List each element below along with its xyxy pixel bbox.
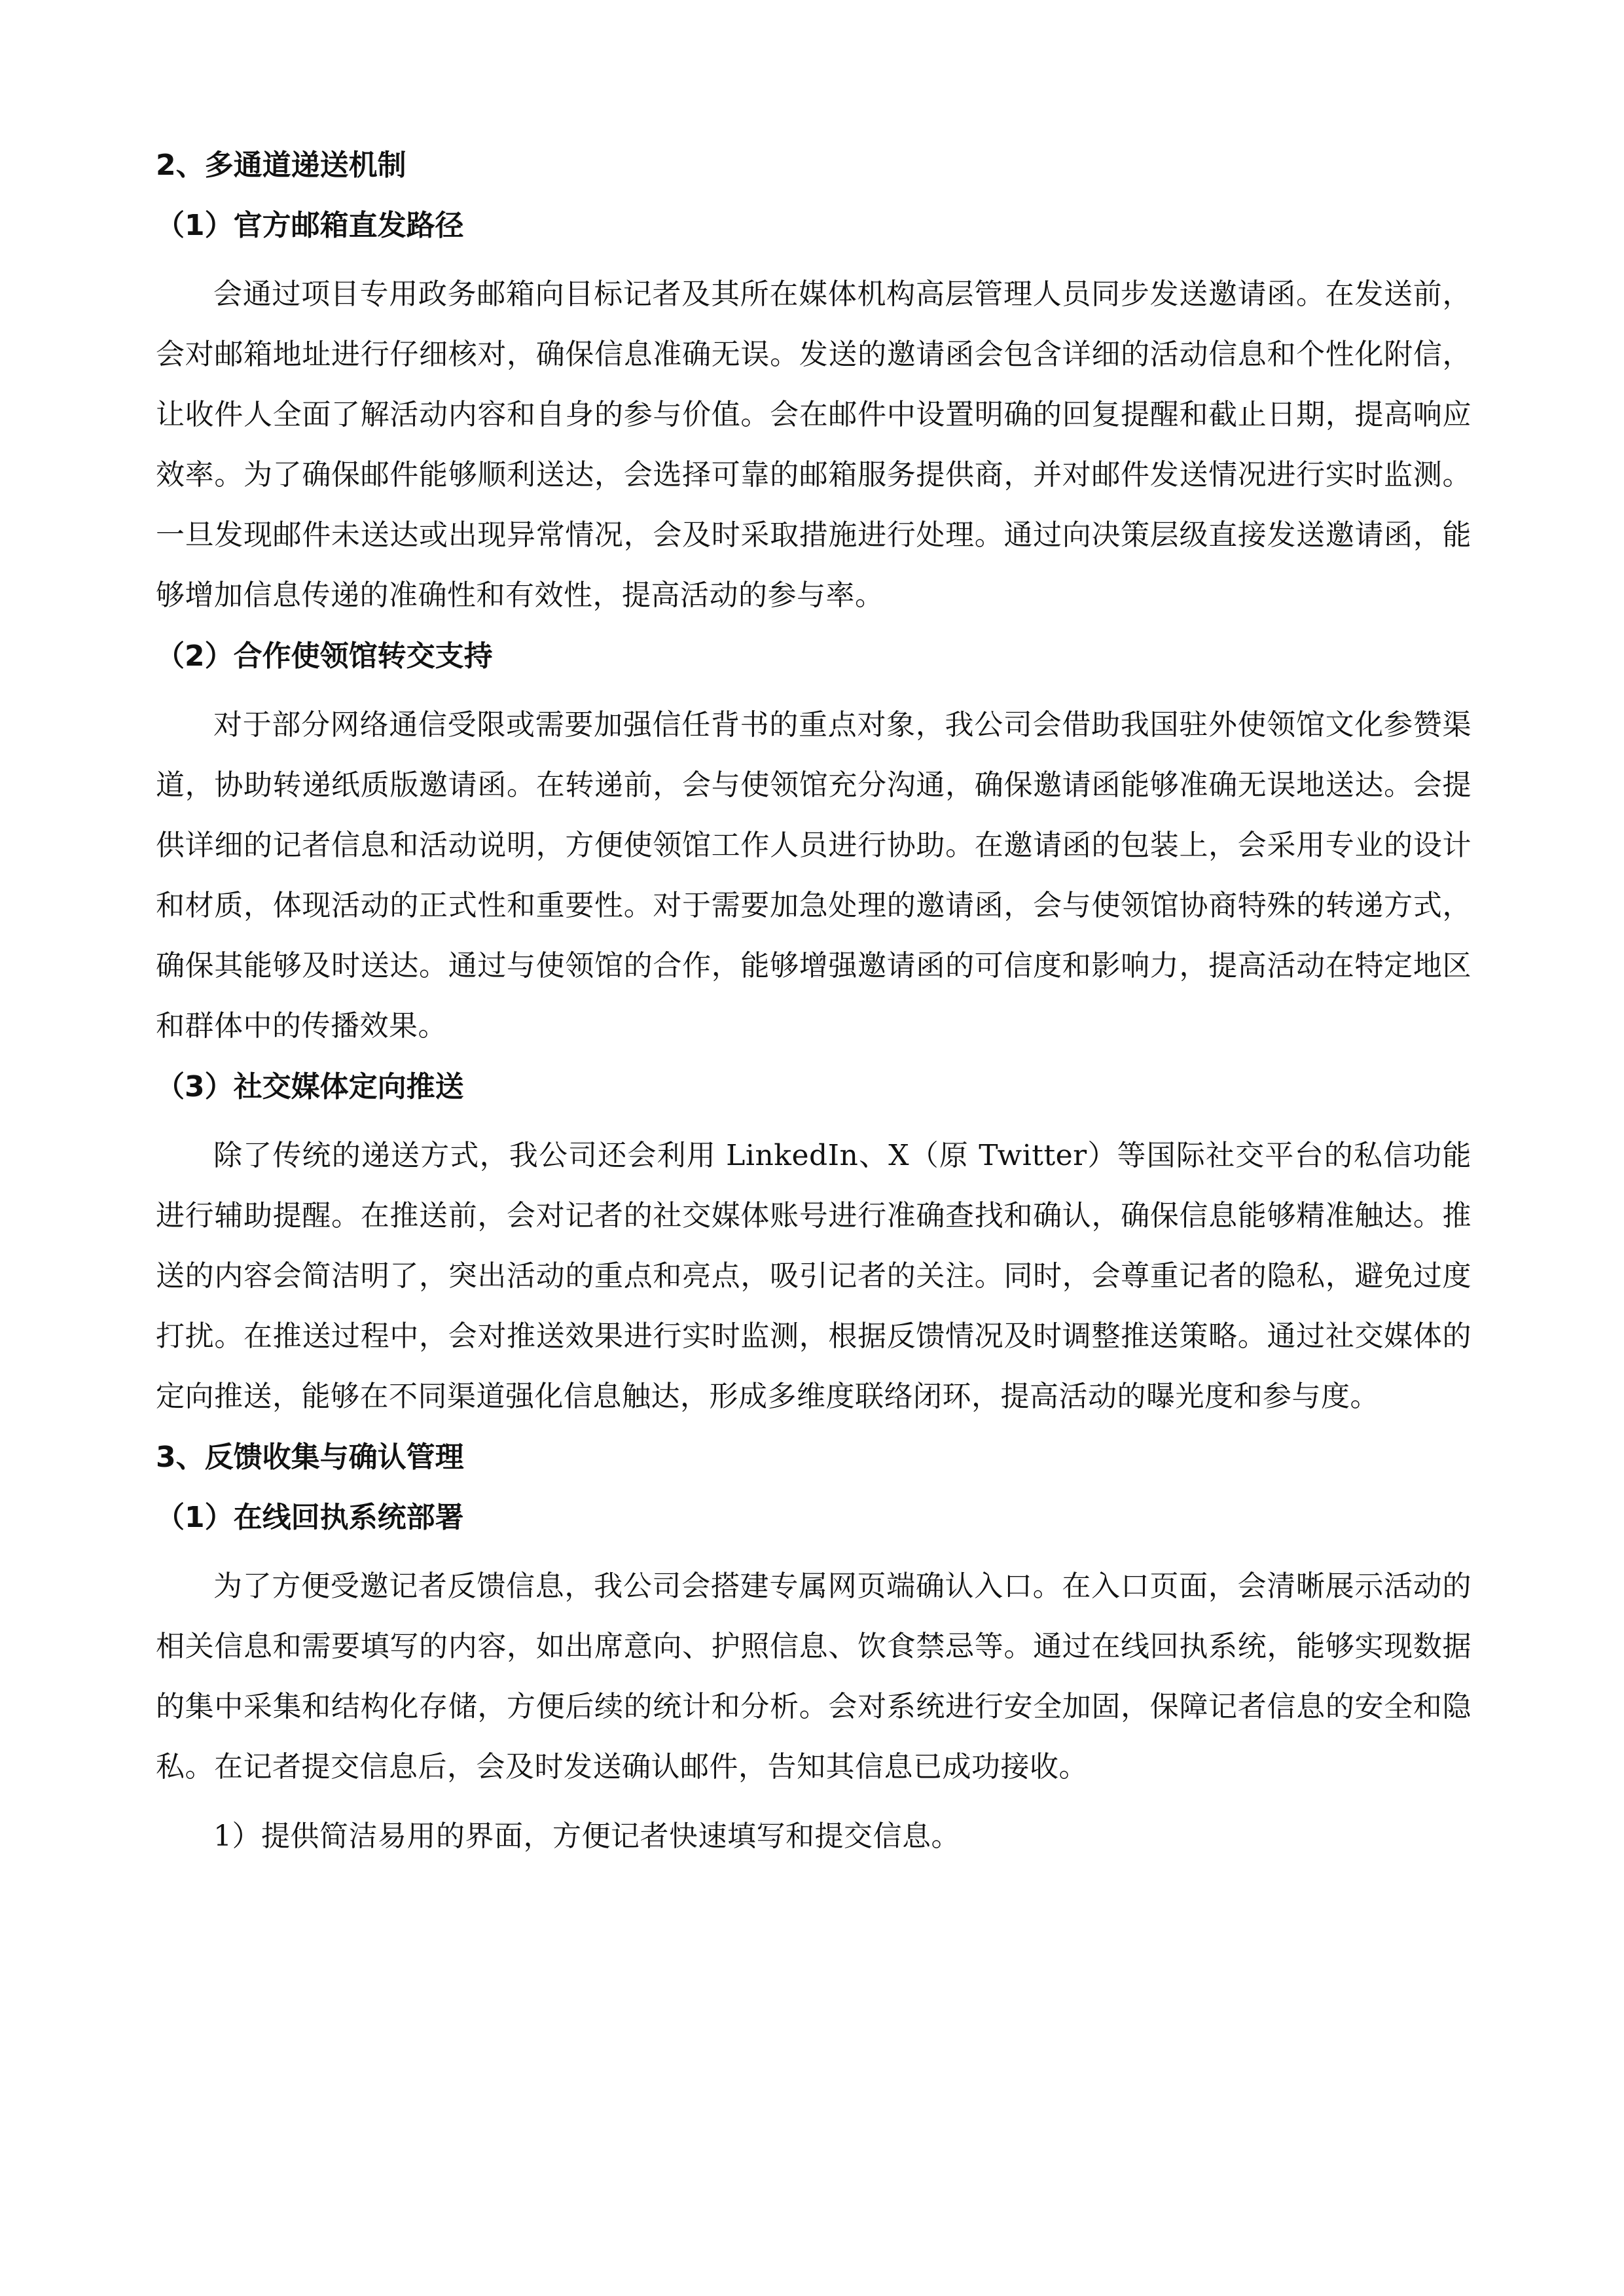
subsection-heading-embassy: （2）合作使领馆转交支持 xyxy=(156,639,493,673)
subsection-heading-email: （1）官方邮箱直发路径 xyxy=(156,209,464,242)
subsection-heading-social: （3）社交媒体定向推送 xyxy=(156,1070,464,1103)
subsection-social xyxy=(156,1066,1471,1427)
paragraph-receipt: 为了方便受邀记者反馈信息，我公司会搭建专属网页端确认入口。在入口页面，会清晰展示活动的相关信息和需要填写的内容，如出席意向、护照信息、饮食禁忌等。通过在线回执系统，能够实现数据的集中采集和结构化存储，方便后续的统计和分析。会对系统进行安全加固，保障记者信息的安全和隐私。在记者提交信息后，会及时发送确认邮件，告知其信息已成功接收。 xyxy=(156,1570,1471,1784)
subsection-embassy xyxy=(156,635,1471,1056)
subsection-heading-receipt: （1）在线回执系统部署 xyxy=(156,1501,464,1534)
list-item: 1）提供简洁易用的界面，方便记者快速填写和提交信息。 xyxy=(213,1820,960,1853)
document-page xyxy=(156,144,1471,1867)
paragraph-social: 除了传统的递送方式，我公司还会利用 LinkedIn、X（原 Twitter）等国际社交平台的私信功能进行辅助提醒。在推送前，会对记者的社交媒体账号进行准确查找和确认，确保信息能够精准触达。推送的内容会简洁明了，突出活动的重点和亮点，吸引记者的关注。同时，会尊重记者的隐私，避免过度打扰。在推送过程中，会对推送效果进行实时监测，根据反馈情况及时调整推送策略。通过社交媒体的定向推送，能够在不同渠道强化信息触达，形成多维度联络闭环，提高活动的曝光度和参与度。 xyxy=(156,1139,1471,1413)
subsection-receipt xyxy=(156,1496,1471,1797)
paragraph-email: 会通过项目专用政务邮箱向目标记者及其所在媒体机构高层管理人员同步发送邀请函。在发送前，会对邮箱地址进行仔细核对，确保信息准确无误。发送的邀请函会包含详细的活动信息和个性化附信，让收件人全面了解活动内容和自身的参与价值。会在邮件中设置明确的回复提醒和截止日期，提高响应效率。为了确保邮件能够顺利送达，会选择可靠的邮箱服务提供商，并对邮件发送情况进行实时监测。一旦发现邮件未送达或出现异常情况，会及时采取措施进行处理。通过向决策层级直接发送邀请函，能够增加信息传递的准确性和有效性，提高活动的参与率。 xyxy=(156,278,1471,612)
paragraph-embassy: 对于部分网络通信受限或需要加强信任背书的重点对象，我公司会借助我国驻外使领馆文化参赞渠道，协助转递纸质版邀请函。在转递前，会与使领馆充分沟通，确保邀请函能够准确无误地送达。会提供详细的记者信息和活动说明，方便使领馆工作人员进行协助。在邀请函的包装上，会采用专业的设计和材质，体现活动的正式性和重要性。对于需要加急处理的邀请函，会与使领馆协商特殊的转递方式，确保其能够及时送达。通过与使领馆的合作，能够增强邀请函的可信度和影响力，提高活动在特定地区和群体中的传播效果。 xyxy=(156,708,1471,1043)
section-heading-feedback: 3、反馈收集与确认管理 xyxy=(156,1441,464,1474)
section-heading-delivery: 2、多通道递送机制 xyxy=(156,149,406,182)
subsection-email xyxy=(156,204,1471,626)
